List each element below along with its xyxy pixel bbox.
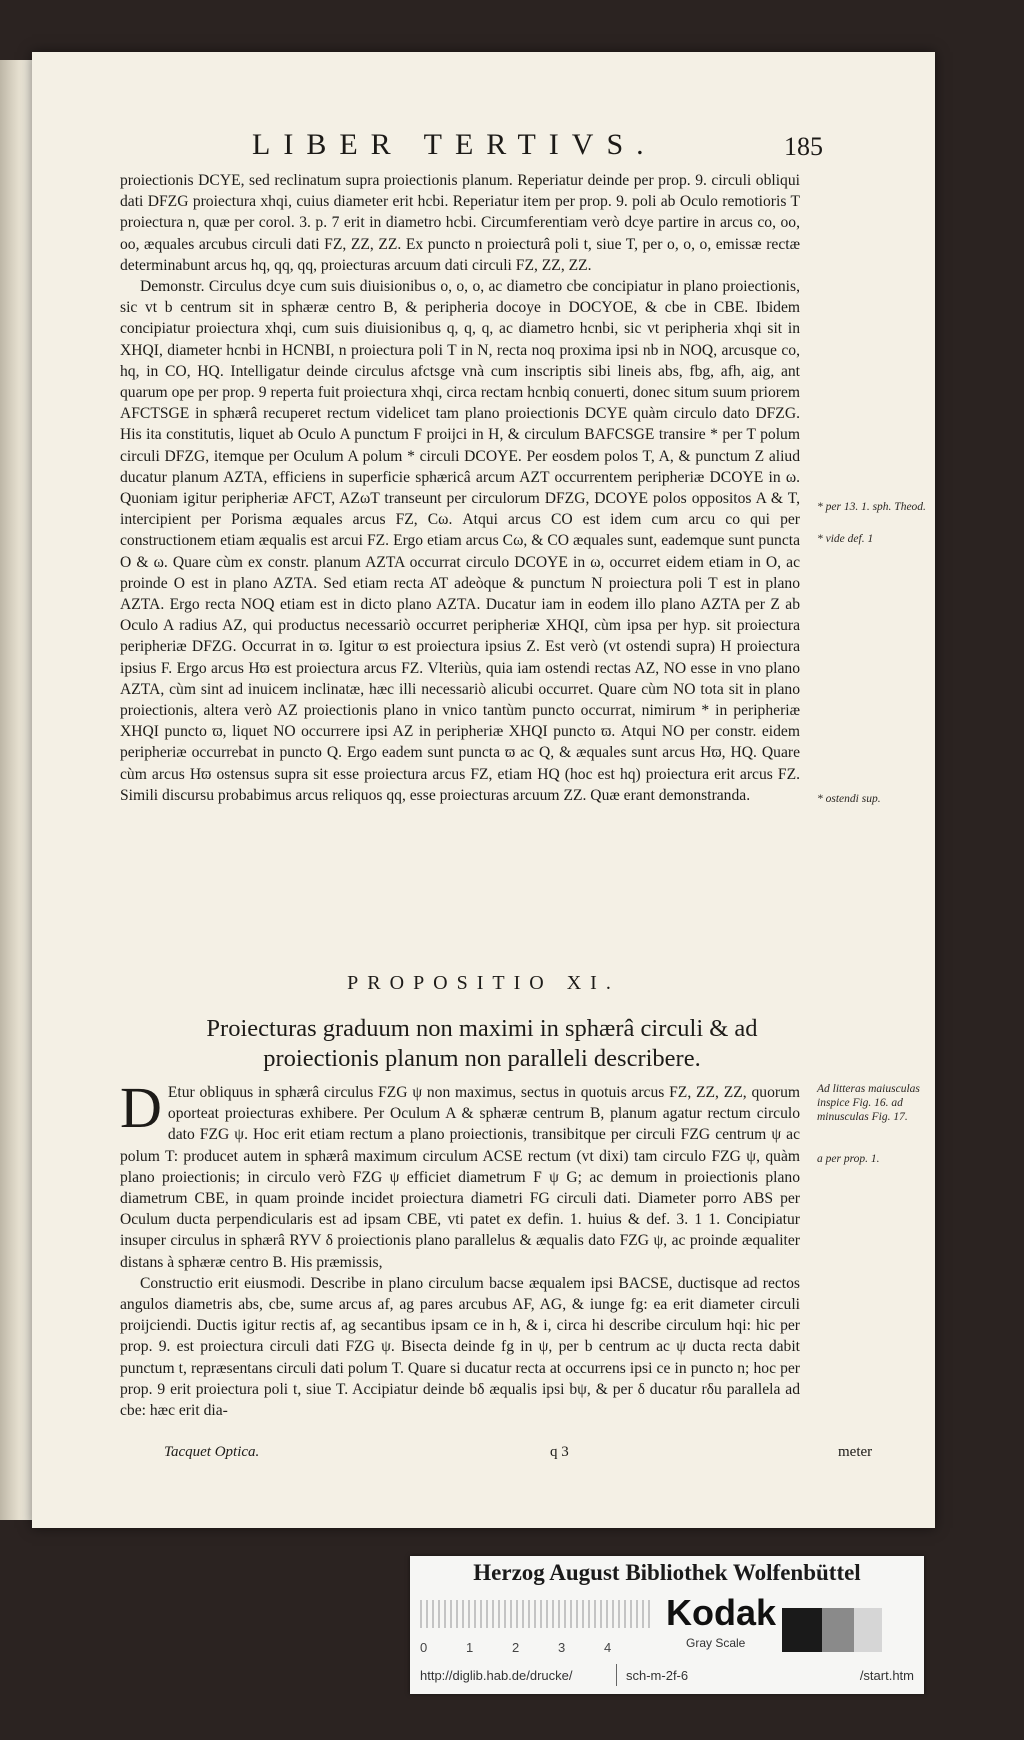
url-file: /start.htm <box>859 1668 914 1683</box>
scan-color-strip <box>410 1556 924 1694</box>
page-number: 185 <box>784 132 823 161</box>
book-page <box>32 52 935 1528</box>
scale-ruler <box>420 1600 650 1628</box>
gray-swatch-black <box>782 1608 822 1652</box>
url-base: http://diglib.hab.de/drucke/ <box>420 1668 573 1683</box>
gray-swatch-light <box>854 1608 882 1652</box>
url-id: sch-m-2f-6 <box>626 1668 689 1683</box>
gray-swatch-mid <box>822 1608 854 1652</box>
running-title: LIBER TERTIVS. <box>252 128 657 161</box>
paragraph-statement-text: Etur obliquus in sphærâ circulus FZG ψ non maximus, sectus in quotuis arcus FZ, ZZ, ZZ, quorum oporteat proiecturas exhibere. Per Oculum A & sphæræ centrum B, planum agatur rectum circulo dato FZG ψ. Hoc erit etiam rectum a plano proiectionis, transibitque per circuli FZG centrum ψ ac polum T: producet autem in sphærâ maximum circulum ACSE rectum (vt dixi) tam circulo FZG ψ, quàm plano proiectionis; in circulo verò FZG ψ efficiet diametrum F ψ G; ac demum in proiectionis plano diametrum CBE, in quam proinde incidet proiectura diametri FG circuli dati. Diameter porro ABS per Oculum ducta perpendicularis est ad ipsam CBE, vti patet ex defin. 1. huius & def. 3. 1 1. Concipiatur insuper circulus in sphærâ RYV δ proiectionis plano parallelus & æqualis dato FZG ψ, ac proinde æqualiter distans à sphæræ centro B. His præmissis, <box>120 1084 800 1271</box>
running-head <box>32 128 935 164</box>
paragraph-statement <box>120 1075 800 1273</box>
paragraph-constructio: Constructio erit eiusmodi. Describe in plano circulum bacse æqualem ipsi BACSE, ductisque ad rectos angulos diametris abs, cbe, sume arcus af, ag pares arcubus AF, AG, & iunge fg: ea erit diameter circuli proijciendi. Ductis igitur rectis af, ag secantibus ipsam ce in h, & i, circa hi describe circulum hqi: hic per prop. 9. est proiectura circuli dati FZG ψ. Bisecta deinde fg in ψ, per b centrum ac ψ ducta recta dabit punctum t, repræsentans circuli dati polum T. Quare si ducatur recta at occurrens ipsi ce in puncto n; hoc per prop. 9 erit proiectura poli t, siue T. Accipiatur deinde bδ æqualis ipsi bψ, & per δ ducatur rδu parallela ad cbe: hæc erit dia- <box>120 1274 800 1420</box>
footer-quire-mark: q 3 <box>550 1444 569 1460</box>
scale-label-2: 2 <box>512 1640 520 1655</box>
url-divider <box>616 1664 617 1686</box>
footer-signature: Tacquet Optica. <box>164 1444 260 1460</box>
proposition-heading: PROPOSITIO XI. <box>347 972 620 994</box>
demonstration-block <box>120 170 800 806</box>
proposition-title: Proiecturas graduum non maximi in sphærâ circuli & ad proiectionis planum non paralleli describere. <box>206 1015 758 1072</box>
drop-cap: D <box>120 1075 162 1140</box>
margin-note-2: * vide def. 1 <box>817 533 874 545</box>
proposition-body <box>120 1075 800 1421</box>
footer-catchword: meter <box>838 1444 873 1460</box>
margin-note-1: * per 13. 1. sph. Theod. <box>817 501 926 513</box>
margin-note-5: a per prop. 1. <box>817 1153 880 1165</box>
scale-label-1: 1 <box>466 1640 474 1655</box>
book-edge <box>0 60 32 1520</box>
gray-scale-label: Gray Scale <box>686 1636 746 1650</box>
paragraph-demonstration: Demonstr. Circulus dcye cum suis diuisionibus o, o, o, ac diametro cbe concipiatur in plano proiectionis, sic vt b centrum sit in sphæræ centro B, & peripheria docoye in DOCYOE, & cbe in CBE. Ibidem concipiatur proiectura xhqi, cum suis diuisionibus q, q, q, ac diametro hcnbi, sic vt peripheria xhqi sit in XHQI, diameter hcnbi in HCNBI, n proiectura poli T in N, recta noq proxima ipsi nb in NOQ, arcusque co, hq, in CO, HQ. Intelligatur deinde circulus afctsge vnà cum inscriptis sibi lineis abs, fbg, afh, aig, ant quarum ope per prop. 9 reperta fuit proiectura xhqi, circa rectam hcnbiq conuerti, donec situm suum priorem AFCTSGE in sphærâ recuperet rectum videlicet tam plano proiectionis DCYE quàm circulo dato DFZG. His ita constitutis, liquet ab Oculo A punctum F proijci in H, & circulum BAFCSGE transire * per T polum circuli DFZG, itemque per Oculum A polum * circuli DCOYE. Per eosdem polos T, A, & punctum Z aliud ducatur planum AZTA, efficiens in superficie sphæricâ arcum AZT occurrentem peripheriæ DCOYE in ω. Quoniam igitur peripheriæ AFCT, AZωT transeunt per circulorum DFZG, DCOYE polos oppositos A & T, intercipient per Porisma æquales arcus FZ, Cω. Atqui arcus CO est idem cum arcu co qui per constructionem etiam æqualis est arcui FZ. Ergo etiam arcus Cω, & CO æquales sunt, eademque sunt puncta O & ω. Quare cùm ex constr. planum AZTA occurrat circulo DCOYE in ω, occurret eidem etiam in O, ac proinde O est in plano AZTA. Sed etiam recta AT adeòque & punctum N proiectura poli T est in plano AZTA. Ergo recta NOQ etiam est in dicto plano AZTA. Ducatur iam in eodem illo plano AZTA per Z ab Oculo A radius AZ, qui productus necessariò occurret peripheriæ XHQI, cùm ipsa per hyp. sit proiectura peripheriæ DFZG. Occurrat in ϖ. Igitur ϖ est proiectura ipsius Z. Est verò (vt ostendi supra) H proiectura ipsius F. Ergo arcus Hϖ est proiectura arcus FZ. Vlteriùs, quia iam ostendi rectas AZ, NO esse in vno plano AZTA, cùm sint ad inuicem inclinatæ, hæc illi necessariò alicubi occurret. Quare cùm NO tota sit in plano proiectionis, altera verò AZ proiectionis plano in vnico tantùm puncto occurrat, nimirum * in peripheriæ XHQI puncto ϖ, liquet NO occurrere ipsi AZ in peripheriæ XHQI puncto ϖ. Atqui NO per constr. eidem peripheriæ occurrebat in puncto Q. Ergo eadem sunt puncta ϖ ac Q, & æquales sunt arcus Hϖ, HQ. Quare cùm arcus Hϖ ostensus supra sit esse proiectura arcus FZ, etiam HQ (hoc est hq) proiectura erit arcus FZ. Simili discursu probabimus arcus reliquos qq, esse proiecturas arcuum ZZ. Quæ erant demonstranda. <box>120 278 800 804</box>
scale-label-0: 0 <box>420 1640 428 1655</box>
kodak-logo: Kodak <box>666 1592 777 1633</box>
library-name: Herzog August Bibliothek Wolfenbüttel <box>473 1560 861 1585</box>
margin-note-4: Ad litteras maiusculas inspice Fig. 16. ad minusculas Fig. 17. <box>817 1083 920 1123</box>
margin-note-3: * ostendi sup. <box>817 793 881 805</box>
scale-label-3: 3 <box>558 1640 566 1655</box>
paragraph-construction: proiectionis DCYE, sed reclinatum supra proiectionis planum. Reperiatur deinde per prop. 9. circuli obliqui dati DFZG proiectura xhqi, cuius diameter erit hcbi. Reperiatur item per prop. 9. poli ab Oculo remotioris T proiectura n, quæ per corol. 3. p. 7 erit in diametro hcbi. Circumferentiam verò dcye partire in arcus co, oo, oo, æquales arcubus circuli dati FZ, ZZ, ZZ. Ex puncto n proiecturâ poli t, siue T, per o, o, o, emissæ rectæ determinabunt arcus hq, qq, qq, proiecturas arcuum dati circuli FZ, ZZ, ZZ. <box>120 172 800 274</box>
scale-label-4: 4 <box>604 1640 612 1655</box>
